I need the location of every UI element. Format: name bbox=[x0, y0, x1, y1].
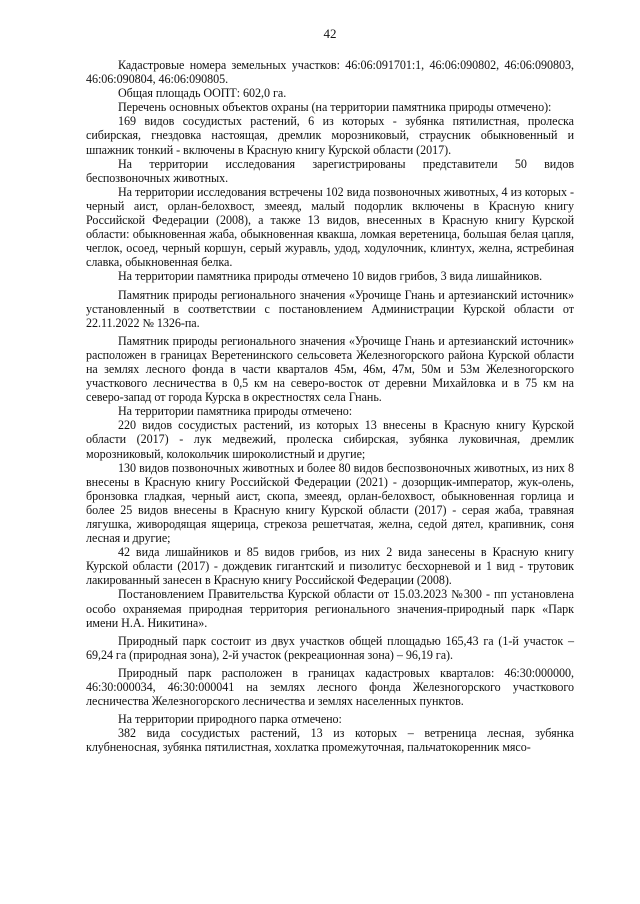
paragraph-invertebrates: На территории исследования зарегистрированы представители 50 видов беспозвоночных животных. bbox=[86, 156, 574, 185]
paragraph-protected-objects-intro: Перечень основных объектов охраны (на территории памятника природы отмечено): bbox=[118, 100, 552, 115]
document-body bbox=[86, 58, 574, 755]
paragraph-cadastral-numbers: Кадастровые номера земельных участков: 46:06:091701:1, 46:06:090802, 46:06:090803, 46:06:090804, 46:06:090805. bbox=[86, 58, 574, 87]
paragraph-vertebrates: На территории исследования встречены 102 вида позвоночных животных, 4 из которых - черный аист, орлан-белохвост, змееяд, малый подорлик включены в Красную книгу Российской Федерации (2008), а также 13 видов, внесенных в Красную книгу Курской области: обыкновенная жаба, обыкновенная квакша, ломкая веретеница, большая белая цапля, чеглок, осоед, черный коршун, серый журавль, удод, ходулочник, клинтух, желна, ястребиная славка, обыкновенная белка. bbox=[86, 184, 574, 270]
paragraph-total-area: Общая площадь ООПТ: 602,0 га. bbox=[118, 86, 287, 101]
paragraph-park-plants: 382 вида сосудистых растений, 13 из которых – ветреница лесная, зубянка клубненосная, зубянка пятилистная, хохлатка промежуточная, пальчатокоренник мясо- bbox=[86, 726, 574, 755]
page-number: 42 bbox=[323, 26, 337, 41]
paragraph-nikitin-park-resolution: Постановлением Правительства Курской области от 15.03.2023 №300 - пп установлена особо охраняемая природная территория регионального значения-природный парк «Парк имени Н.А. Никитина». bbox=[86, 587, 574, 630]
paragraph-park-area: Природный парк состоит из двух участков общей площадью 165,43 га (1-й участок – 69,24 га (природная зона), 2-й участок (рекреационная зона) – 96,19 га). bbox=[86, 633, 574, 662]
paragraph-park-location: Природный парк расположен в границах кадастровых кварталов: 46:30:000000, 46:30:000034, 46:30:000041 на землях лесного фонда Железногорского участкового лесничества Железногорского лесничества и землях населенных пунктов. bbox=[86, 665, 574, 709]
paragraph-monument-plants: 220 видов сосудистых растений, из которых 13 внесены в Красную книгу Курской области (2017) - лук медвежий, пролеска сибирская, зубянка луковичная, дремлик морозниковый, колокольчик широколистный и другие; bbox=[86, 418, 574, 461]
paragraph-gnan-monument-location: Памятник природы регионального значения «Урочище Гнань и артезианский источник» расположен в границах Веретенинского сельсовета Железногорского района Курской области на землях лесного фонда в части кварталов 45м, 46м, 47м, 50м и 53м Железногорского участкового лесничества в 0,5 км на северо-восток от деревни Михайловка и в 75 км на северо-запад от города Курска в окрестностях села Гнань. bbox=[86, 333, 574, 405]
paragraph-park-noted: На территории природного парка отмечено: bbox=[118, 712, 342, 727]
paragraph-gnan-monument-established: Памятник природы регионального значения «Урочище Гнань и артезианский источник» установленный в соответствии с постановлением Администрации Курской области от 22.11.2022 № 1326-па. bbox=[86, 287, 574, 330]
paragraph-vascular-plants: 169 видов сосудистых растений, 6 из которых - зубянка пятилистная, пролеска сибирская, гнездовка настоящая, дремлик морозниковый, страусник обыкновенный и шпажник тонкий - включены в Красную книгу Курской области (2017). bbox=[86, 114, 574, 157]
paragraph-monument-lichens-fungi: 42 вида лишайников и 85 видов грибов, из них 2 вида занесены в Красную книгу Курской области (2017) - дождевик гигантский и пизолитус бесхорневой и 1 вид - трутовик лакированный занесен в Красную книгу Российской Федерации (2008). bbox=[86, 545, 574, 588]
paragraph-monument-animals: 130 видов позвоночных животных и более 80 видов беспозвоночных животных, из них 8 внесены в Красную книгу Российской Федерации (2021) - дозорщик-император, жук-олень, бронзовка гладкая, черный аист, скопа, змееяд, орлан-белохвост, обыкновенная горлица и более 25 видов внесены в Красную книгу Курской области (2017) - серая жаба, травяная лягушка, живородящая ящерица, стрекоза решетчатая, желна, седой дятел, крапивник, соня лесная и другие; bbox=[86, 460, 574, 546]
paragraph-fungi-lichens: На территории памятника природы отмечено 10 видов грибов, 3 вида лишайников. bbox=[118, 269, 543, 284]
paragraph-monument-noted: На территории памятника природы отмечено: bbox=[118, 404, 353, 419]
